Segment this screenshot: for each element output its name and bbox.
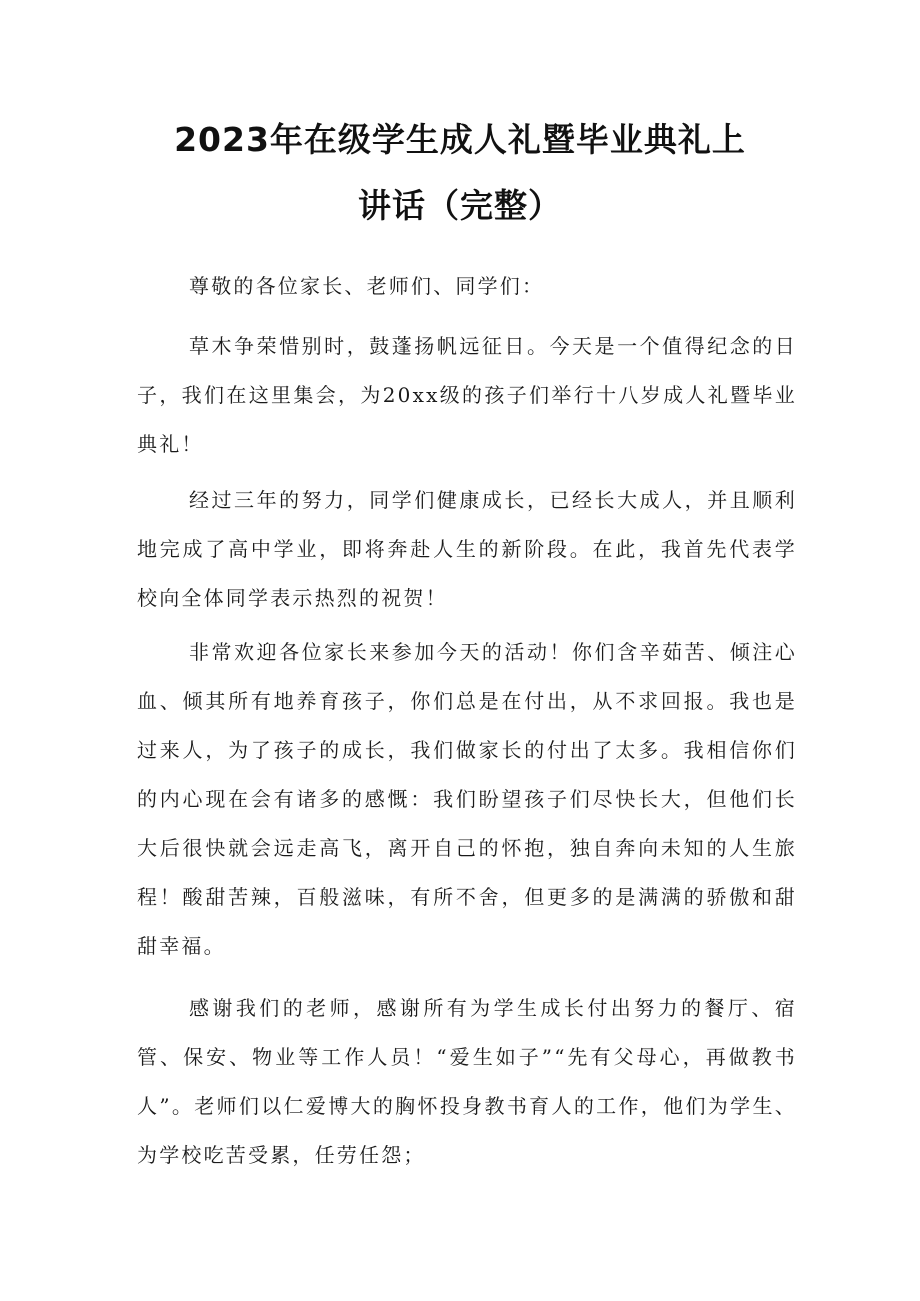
document-title-line-1: 2023年在级学生成人礼暨毕业典礼上 <box>174 120 746 159</box>
paragraph-opening <box>137 322 797 469</box>
paragraph-parents <box>137 628 797 971</box>
paragraph-teachers <box>137 984 797 1180</box>
document-title-line-2: 讲话（完整） <box>358 186 562 225</box>
paragraph-text: 经过三年的努力，同学们健康成长，已经长大成人，并且顺利地完成了高中学业，即将奔赴人生的新阶段。在此，我首先代表学校向全体同学表示热烈的祝贺！ <box>137 488 797 610</box>
paragraph-text: 感谢我们的老师，感谢所有为学生成长付出努力的餐厅、宿管、保安、物业等工作人员！“爱生如子”“先有父母心，再做教书人”。老师们以仁爱博大的胸怀投身教书育人的工作，他们为学生、为学校吃苦受累，任劳任怨； <box>137 996 797 1167</box>
paragraph-congratulations <box>137 476 797 623</box>
paragraph-text: 非常欢迎各位家长来参加今天的活动！你们含辛茹苦、倾注心血、倾其所有地养育孩子，你们总是在付出，从不求回报。我也是过来人，为了孩子的成长，我们做家长的付出了太多。我相信你们的内心现在会有诸多的感慨：我们盼望孩子们尽快长大，但他们长大后很快就会远走高飞，离开自己的怀抱，独自奔向未知的人生旅程！酸甜苦辣，百般滋味，有所不舍，但更多的是满满的骄傲和甜甜幸福。 <box>137 640 797 958</box>
paragraph-text: 尊敬的各位家长、老师们、同学们： <box>189 274 545 298</box>
paragraph-salutation <box>137 262 797 311</box>
paragraph-text: 草木争荣惜别时，鼓蓬扬帆远征日。今天是一个值得纪念的日子，我们在这里集会，为20xx级的孩子们举行十八岁成人礼暨毕业典礼！ <box>137 334 797 456</box>
